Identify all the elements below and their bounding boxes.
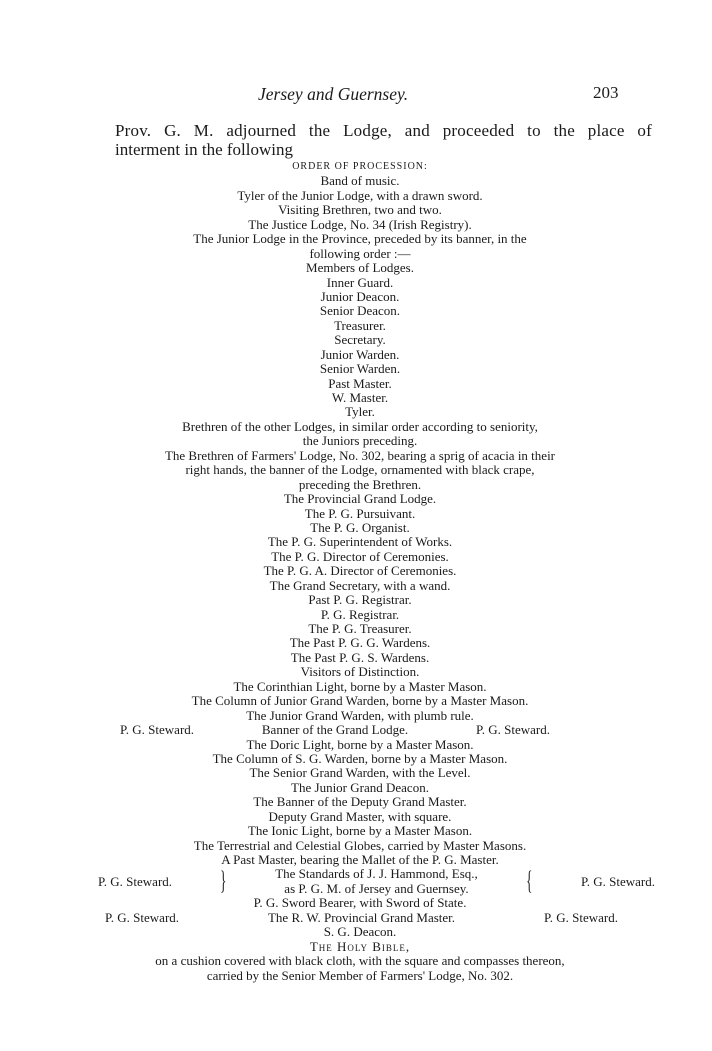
standards-line-1: The Standards of J. J. Hammond, Esq., [275, 866, 478, 882]
procession-line: Members of Lodges. [306, 260, 414, 276]
procession-line: Visitors of Distinction. [300, 664, 420, 680]
banner-row [120, 723, 550, 737]
procession-line: The Corinthian Light, borne by a Master Mason. [233, 678, 487, 694]
order-of-procession [98, 160, 655, 983]
procession-line: The Justice Lodge, No. 34 (Irish Registry). [248, 216, 472, 232]
procession-list-b [110, 738, 610, 868]
standards-text [275, 867, 478, 896]
procession-line: The Column of S. G. Warden, borne by a Master Mason. [212, 750, 508, 766]
steward-left: P. G. Steward. [105, 909, 180, 925]
intro-line-1: Prov. G. M. adjourned the Lodge, and proceeded to the place of [115, 121, 652, 140]
procession-line: The P. G. Superintendent of Works. [267, 534, 453, 550]
procession-line: The Junior Grand Warden, with plumb rule. [246, 707, 474, 723]
procession-line: The Past P. G. S. Wardens. [290, 649, 430, 665]
right-brace-icon: { [526, 866, 533, 896]
procession-line: Senior Deacon. [319, 303, 401, 319]
banner-text: Banner of the Grand Lodge. [261, 722, 409, 738]
page-number: 203 [593, 83, 619, 102]
cushion-line: on a cushion covered with black cloth, with the square and compasses thereon, [155, 953, 565, 969]
procession-line: The Column of Junior Grand Warden, borne by a Master Mason. [191, 693, 529, 709]
procession-heading: ORDER OF PROCESSION: [292, 161, 428, 172]
procession-line: The Past P. G. G. Wardens. [289, 635, 431, 651]
procession-line: The P. G. Organist. [310, 519, 410, 535]
procession-line: The Ionic Light, borne by a Master Mason. [247, 823, 473, 839]
procession-line: Band of music. [320, 173, 400, 189]
carried-line: carried by the Senior Member of Farmers' Lodge, No. 302. [206, 967, 514, 983]
standards-line-2: as P. G. M. of Jersey and Guernsey. [284, 880, 469, 896]
pgm-row [105, 911, 618, 925]
procession-line: right hands, the banner of the Lodge, ornamented with black crape, [185, 462, 535, 478]
procession-line: The P. G. Pursuivant. [304, 505, 416, 521]
procession-line: Junior Warden. [320, 346, 400, 362]
procession-line: Tyler of the Junior Lodge, with a drawn sword. [237, 187, 483, 203]
procession-line: The P. G. Treasurer. [308, 621, 412, 636]
procession-line: The P. G. A. Director of Ceremonies. [263, 563, 457, 579]
steward-right: P. G. Steward. [543, 909, 618, 925]
procession-line: The Junior Grand Deacon. [291, 779, 429, 795]
procession-line: The Brethren of Farmers' Lodge, No. 302, bearing a sprig of acacia in their [164, 447, 556, 463]
procession-line: The Provincial Grand Lodge. [283, 491, 437, 507]
procession-line: A Past Master, bearing the Mallet of the P. G. Master. [221, 852, 499, 867]
intro-line-2: interment in the following [115, 140, 293, 159]
procession-line: Deputy Grand Master, with square. [268, 808, 452, 824]
sword-bearer-line: P. G. Sword Bearer, with Sword of State. [253, 895, 467, 911]
procession-line: The Grand Secretary, with a wand. [269, 577, 451, 593]
procession-list-a [110, 174, 610, 723]
procession-line: P. G. Registrar. [320, 606, 400, 622]
procession-line: Junior Deacon. [320, 288, 400, 304]
steward-left: P. G. Steward. [120, 722, 195, 738]
steward-left: P. G. Steward. [98, 873, 173, 889]
procession-line: The Senior Grand Warden, with the Level. [249, 765, 471, 781]
intro-paragraph [115, 121, 652, 159]
holy-bible-line: The Holy Bible, [309, 938, 411, 954]
procession-line: W. Master. [331, 390, 389, 405]
procession-line: Secretary. [334, 332, 386, 348]
procession-line: Past P. G. Registrar. [308, 592, 412, 608]
steward-right: P. G. Steward. [580, 873, 655, 889]
procession-line: Tyler. [345, 404, 375, 420]
standards-row [98, 867, 655, 896]
procession-line: Senior Warden. [319, 361, 401, 377]
procession-line: The Junior Lodge in the Province, preceded by its banner, in the [193, 231, 527, 247]
procession-line: preceding the Brethren. [298, 476, 422, 492]
procession-line: The Terrestrial and Celestial Globes, carried by Master Masons. [193, 837, 527, 853]
pgm-text: The R. W. Provincial Grand Master. [267, 909, 456, 925]
steward-right: P. G. Steward. [475, 722, 550, 738]
running-title: Jersey and Guernsey. [258, 84, 409, 104]
procession-line: The Doric Light, borne by a Master Mason. [246, 736, 474, 752]
procession-line: the Juniors preceding. [302, 433, 418, 449]
procession-line: following order :— [309, 245, 411, 261]
procession-line: The P. G. Director of Ceremonies. [271, 548, 449, 564]
sg-deacon-line: S. G. Deacon. [323, 924, 397, 940]
left-brace-icon: } [220, 866, 227, 896]
procession-line: Treasurer. [334, 317, 386, 333]
procession-line: Visiting Brethren, two and two. [278, 202, 442, 218]
procession-line: The Banner of the Deputy Grand Master. [253, 794, 467, 810]
procession-line: Brethren of the other Lodges, in similar order according to seniority, [182, 418, 538, 434]
procession-line: Past Master. [328, 375, 392, 391]
procession-line: Inner Guard. [326, 274, 394, 290]
